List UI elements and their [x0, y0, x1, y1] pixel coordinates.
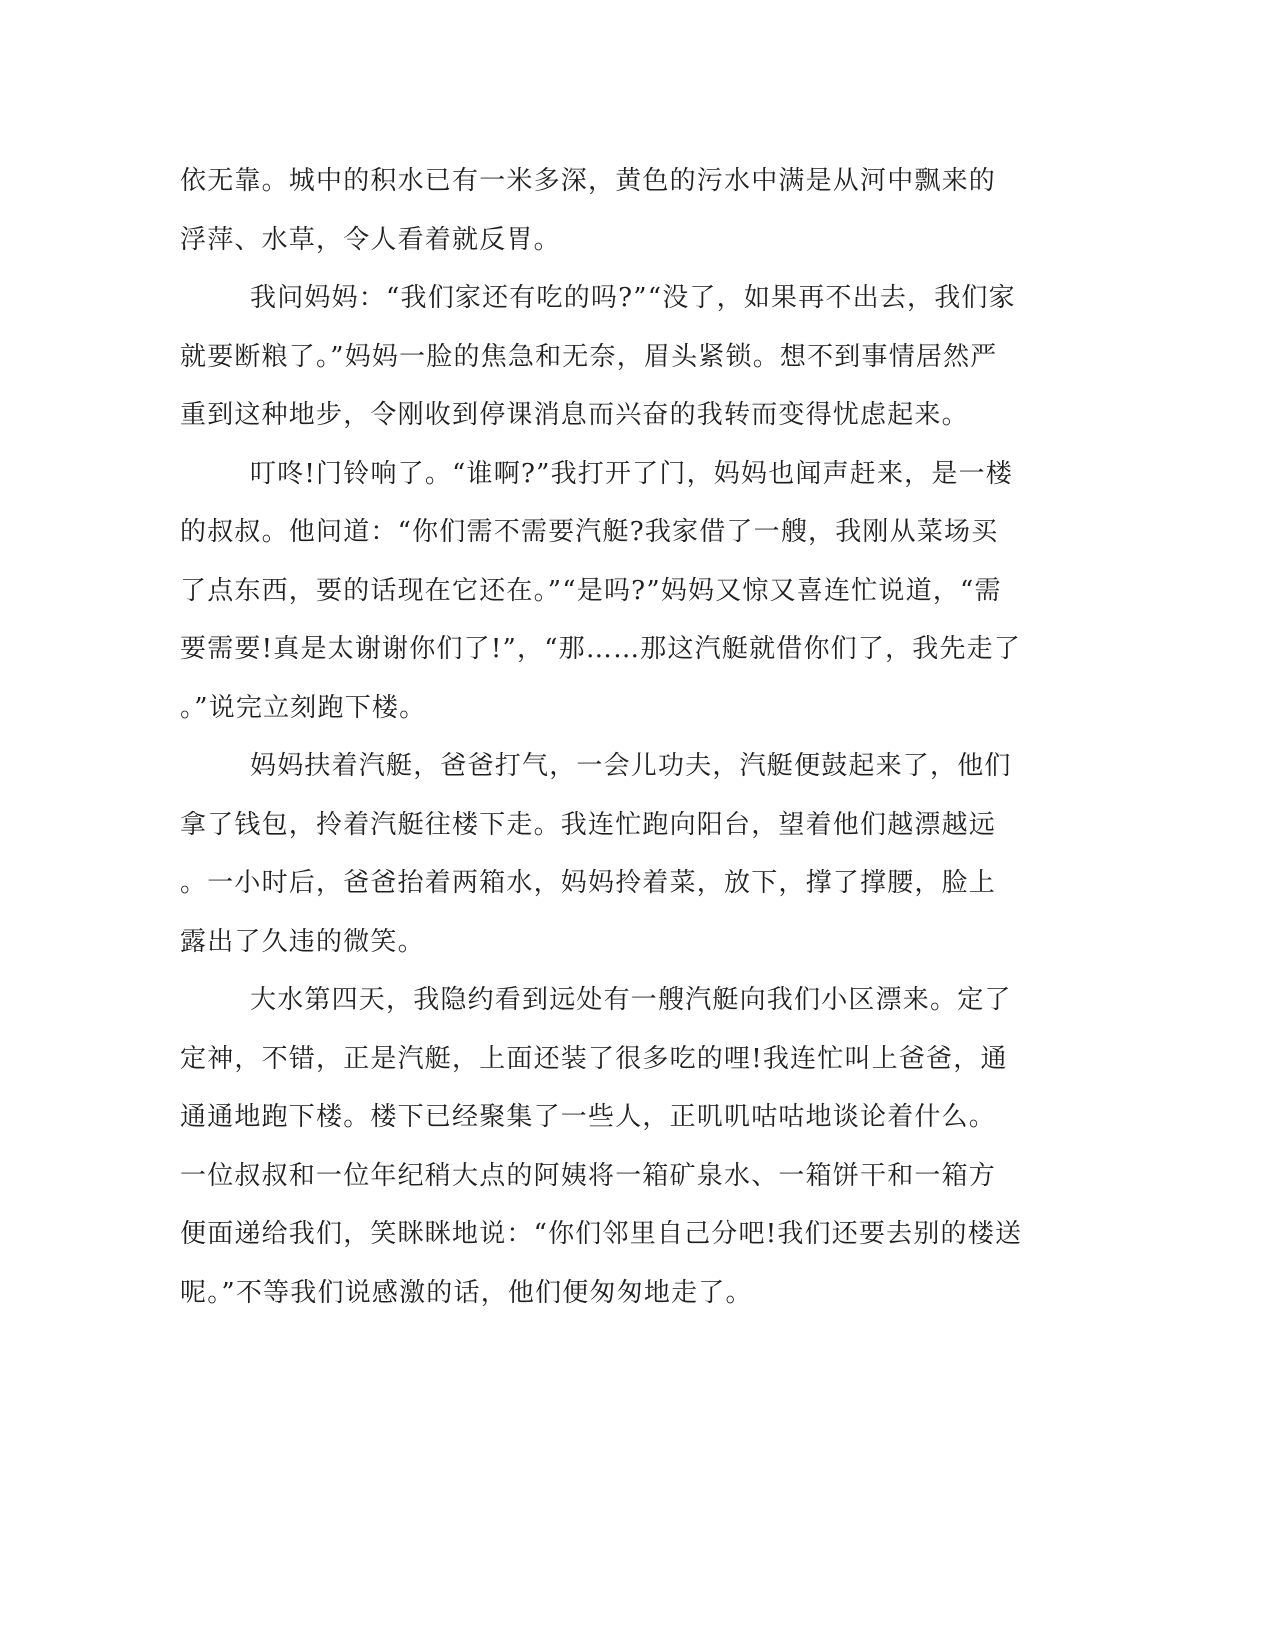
text-line: 要需要!真是太谢谢你们了!”，“那……那这汽艇就借你们了，我先走了 [180, 634, 1022, 664]
text-line: 重到这种地步，令刚收到停课消息而兴奋的我转而变得忧虑起来。 [180, 400, 969, 430]
paragraph-start-line: 我问妈妈：“我们家还有吃的吗?”“没了，如果再不出去，我们家 [250, 283, 1016, 313]
text-line: 一位叔叔和一位年纪稍大点的阿姨将一箱矿泉水、一箱饼干和一箱方 [180, 1160, 997, 1191]
paragraph-start-line: 大水第四天，我隐约看到远处有一艘汽艇向我们小区漂来。定了 [250, 985, 1012, 1015]
body-text [180, 152, 1040, 1322]
text-line: 浮萍、水草，令人看着就反胃。 [180, 224, 561, 255]
text-line: 就要断粮了。”妈妈一脸的焦急和无奈，眉头紧锁。想不到事情居然严 [180, 341, 998, 372]
paragraph-start-line: 妈妈扶着汽艇，爸爸打气，一会儿功夫，汽艇便鼓起来了，他们 [250, 751, 1012, 781]
text-line: 。一小时后，爸爸抬着两箱水，妈妈拎着菜，放下，撑了撑腰，脸上 [180, 868, 997, 898]
paragraph-start-line: 叮咚!门铃响了。“谁啊?”我打开了门，妈妈也闻声赶来，是一楼 [250, 458, 1013, 489]
text-line: 通通地跑下楼。楼下已经聚集了一些人，正叽叽咕咕地谈论着什么。 [180, 1102, 997, 1132]
text-line: 便面递给我们，笑眯眯地说：“你们邻里自己分吧!我们还要去别的楼送 [180, 1219, 1023, 1249]
text-line: 露出了久违的微笑。 [180, 926, 425, 957]
text-line: 依无靠。城中的积水已有一米多深，黄色的污水中满是从河中飘来的 [180, 166, 997, 196]
text-line: 拿了钱包，拎着汽艇往楼下走。我连忙跑向阳台，望着他们越漂越远 [180, 809, 997, 840]
text-line: 定神，不错，正是汽艇，上面还装了很多吃的哩!我连忙叫上爸爸，通 [180, 1043, 1008, 1074]
text-line: 。”说完立刻跑下楼。 [180, 692, 427, 723]
text-line: 呢。”不等我们说感激的话，他们便匆匆地走了。 [180, 1277, 753, 1308]
text-line: 了点东西，要的话现在它还在。”“是吗?”妈妈又惊又喜连忙说道，“需 [180, 575, 1002, 606]
text-line: 的叔叔。他问道：“你们需不需要汽艇?我家借了一艘，我刚从菜场买 [180, 517, 999, 547]
